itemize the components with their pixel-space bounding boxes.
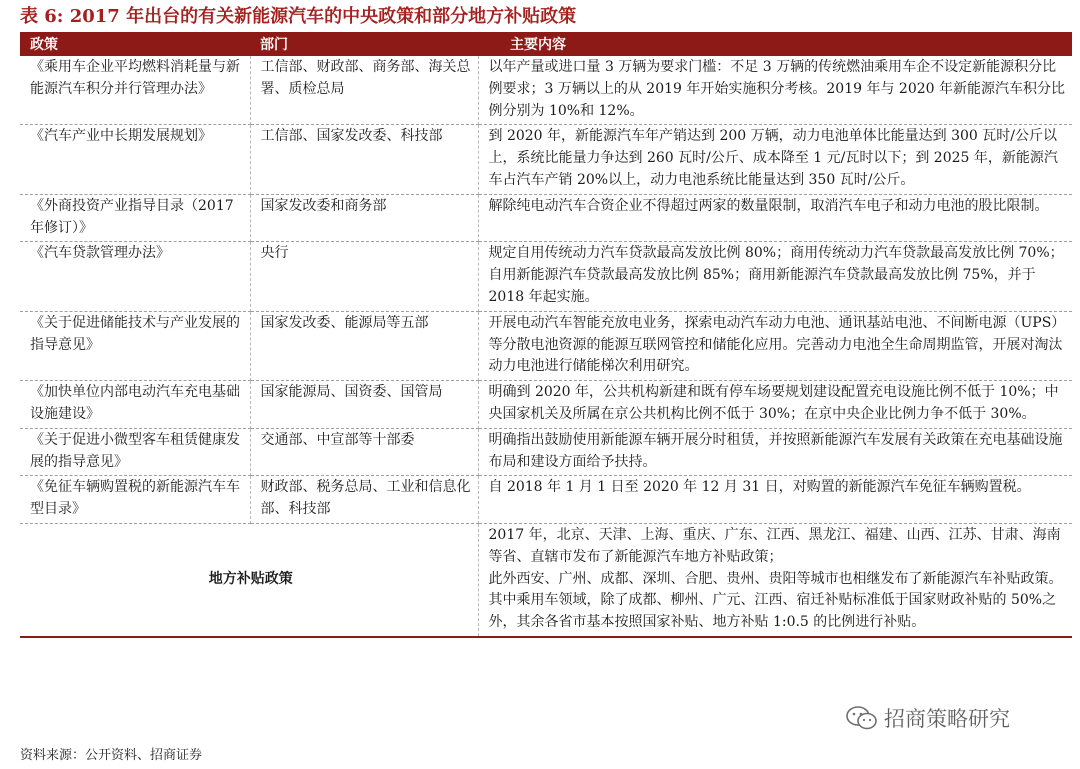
- main-content: 解除纯电动汽车合资企业不得超过两家的数量限制，取消汽车电子和动力电池的股比限制。: [478, 194, 1072, 242]
- wechat-icon: [846, 705, 878, 731]
- policy-name: 《乘用车企业平均燃料消耗量与新能源汽车积分并行管理办法》: [20, 56, 250, 125]
- local-subsidy-row: [20, 523, 1072, 636]
- watermark-text: 招商策略研究: [884, 707, 1010, 731]
- local-subsidy-paragraph: 2017 年，北京、天津、上海、重庆、广东、江西、黑龙江、福建、山西、江苏、甘肃、海南等省、直辖市发布了新能源汽车地方补贴政策；: [488, 526, 1061, 565]
- policy-name: 《汽车产业中长期发展规划》: [20, 125, 250, 194]
- table-row: [20, 311, 1072, 380]
- table-row: [20, 125, 1072, 194]
- policy-table: [20, 32, 1072, 638]
- department: 国家能源局、国资委、国管局: [250, 381, 478, 429]
- department: 工信部、国家发改委、科技部: [250, 125, 478, 194]
- source-note: 资料来源：公开资料、招商证券: [20, 748, 203, 763]
- main-content: 明确到 2020 年，公共机构新建和既有停车场要规划建设配置充电设施比例不低于 10%；中央国家机关及所属在京公共机构比例不低于 30%；在京中央企业比例力争不低于 30%。: [478, 381, 1072, 429]
- header-department: 部门: [250, 32, 478, 56]
- policy-name: 《关于促进小微型客车租赁健康发展的指导意见》: [20, 428, 250, 476]
- department: 交通部、中宣部等十部委: [250, 428, 478, 476]
- watermark: [846, 704, 1010, 732]
- local-subsidy-paragraph: 此外西安、广州、成都、深圳、合肥、贵州、贵阳等城市也相继发布了新能源汽车补贴政策。其中乘用车领域，除了成都、柳州、广元、江西、宿迁补贴标准低于国家财政补贴的 50%之外，其余各省市基本按照国家补贴、地方补贴 1:0.5 的比例进行补贴。: [488, 570, 1063, 631]
- department: 央行: [250, 242, 478, 311]
- department: 国家发改委和商务部: [250, 194, 478, 242]
- department: 工信部、财政部、商务部、海关总署、质检总局: [250, 56, 478, 125]
- policy-name: 《加快单位内部电动汽车充电基础设施建设》: [20, 381, 250, 429]
- main-content: 以年产量或进口量 3 万辆为要求门槛：不足 3 万辆的传统燃油乘用车企不设定新能源积分比例要求；3 万辆以上的从 2019 年开始实施积分考核。2019 年与 2020 年新能源汽车积分比例分别为 10%和 12%。: [478, 56, 1072, 125]
- main-content: 规定自用传统动力汽车贷款最高发放比例 80%；商用传统动力汽车贷款最高发放比例 70%；自用新能源汽车贷款最高发放比例 85%；商用新能源汽车贷款最高发放比例 75%，并于 2018 年起实施。: [478, 242, 1072, 311]
- local-subsidy-label: 地方补贴政策: [20, 523, 478, 636]
- table-row: [20, 194, 1072, 242]
- policy-name: 《外商投资产业指导目录（2017 年修订）》: [20, 194, 250, 242]
- table-row: [20, 56, 1072, 125]
- department: 财政部、税务总局、工业和信息化部、科技部: [250, 476, 478, 524]
- table-row: [20, 381, 1072, 429]
- table-header: [20, 32, 1072, 56]
- table-row: [20, 428, 1072, 476]
- table-row: [20, 242, 1072, 311]
- policy-name: 《免征车辆购置税的新能源汽车车型目录》: [20, 476, 250, 524]
- header-policy: 政策: [20, 32, 250, 56]
- main-content: 到 2020 年，新能源汽车年产销达到 200 万辆，动力电池单体比能量达到 300 瓦时/公斤以上，系统比能量力争达到 260 瓦时/公斤、成本降至 1 元/瓦时以下；到 2025 年，新能源汽车占汽车产销 20%以上，动力电池系统比能量达到 350 瓦时/公斤。: [478, 125, 1072, 194]
- main-content: 自 2018 年 1 月 1 日至 2020 年 12 月 31 日，对购置的新能源汽车免征车辆购置税。: [478, 476, 1072, 524]
- main-content: 明确指出鼓励使用新能源车辆开展分时租赁，并按照新能源汽车发展有关政策在充电基础设施布局和建设方面给予扶持。: [478, 428, 1072, 476]
- main-content: 开展电动汽车智能充放电业务，探索电动汽车动力电池、通讯基站电池、不间断电源（UPS）等分散电池资源的能源互联网管控和储能化应用。完善动力电池全生命周期监管，开展对淘汰动力电池进行储能梯次利用研究。: [478, 311, 1072, 380]
- table-title: 表 6: 2017 年出台的有关新能源汽车的中央政策和部分地方补贴政策: [20, 6, 577, 27]
- policy-name: 《汽车贷款管理办法》: [20, 242, 250, 311]
- table-row: [20, 476, 1072, 524]
- header-content: 主要内容: [478, 32, 1072, 56]
- policy-name: 《关于促进储能技术与产业发展的指导意见》: [20, 311, 250, 380]
- department: 国家发改委、能源局等五部: [250, 311, 478, 380]
- table-body: [20, 56, 1072, 637]
- local-subsidy-content: [478, 523, 1072, 636]
